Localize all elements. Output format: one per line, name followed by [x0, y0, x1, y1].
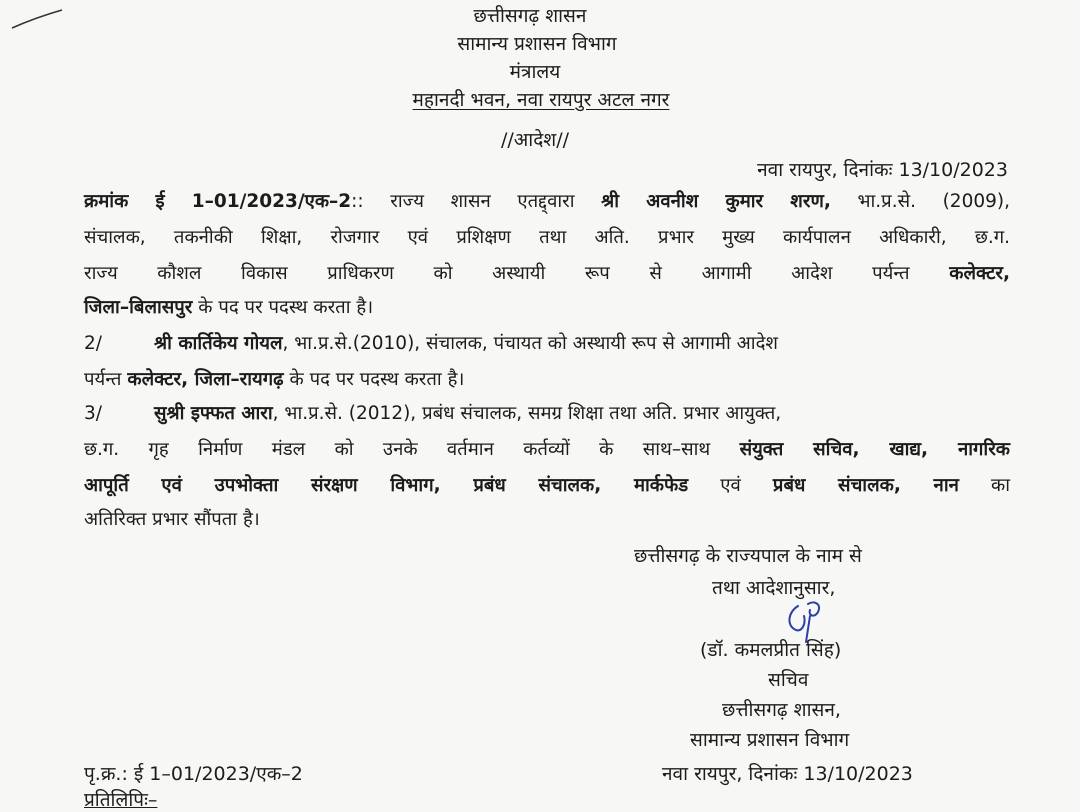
officer-name-1: श्री अवनीश कुमार शरण, [601, 191, 831, 212]
para2-line2: पर्यन्त कलेक्टर, जिला–रायगढ़ के पद पर पदस्थ करता है। [84, 369, 465, 390]
signatory-org2: सामान्य प्रशासन विभाग [690, 729, 850, 751]
para2-number: 2/ [84, 333, 103, 354]
order-date: नवा रायपुर, दिनांकः 13/10/2023 [757, 159, 1008, 181]
header-department: सामान्य प्रशासन विभाग [457, 33, 617, 55]
signatory-name: (डॉ. कमलप्रीत सिंह) [700, 639, 842, 661]
para2-line1: 2/ श्री कार्तिकेय गोयल, भा.प्र.से.(2010), संचालक, पंचायत को अस्थायी रूप से आगामी आदेश [84, 333, 778, 354]
footer-copy: प्रतिलिपिः– [84, 789, 158, 811]
para3-line3: आपूर्ति एवं उपभोक्ता संरक्षण विभाग, प्रबंध संचालक, मार्कफेड एवं प्रबंध संचालक, नान का [84, 475, 1010, 496]
para1-line2: संचालक, तकनीकी शिक्षा, रोजगार एवं प्रशिक्षण तथा अति. प्रभार मुख्य कार्यपालन अधिकारी, छ.ग. [84, 227, 1010, 248]
header-government: छत्तीसगढ़ शासन [473, 5, 587, 27]
signatory-designation: सचिव [768, 669, 809, 691]
officer-name-2: श्री कार्तिकेय गोयल [154, 333, 283, 354]
footer-date: नवा रायपुर, दिनांकः 13/10/2023 [662, 763, 913, 785]
signature-line1: छत्तीसगढ़ के राज्यपाल के नाम से [634, 545, 862, 567]
officer-name-3: सुश्री इफ्फत आरा [154, 403, 273, 424]
signatory-org1: छत्तीसगढ़ शासन, [722, 699, 841, 721]
footer-reference: पृ.क्र.: ई 1–01/2023/एक–2 [84, 763, 303, 785]
para1-line4: जिला–बिलासपुर के पद पर पदस्थ करता है। [84, 297, 374, 318]
header-address: महानदी भवन, नवा रायपुर अटल नगर [412, 89, 670, 111]
para1-line3: राज्य कौशल विकास प्राधिकरण को अस्थायी रूप से आगामी आदेश पर्यन्त कलेक्टर, [84, 263, 1010, 284]
header-ministry: मंत्रालय [509, 61, 561, 83]
order-heading: //आदेश// [500, 129, 570, 151]
para3-line4: अतिरिक्त प्रभार सौंपता है। [84, 509, 260, 530]
order-number: क्रमांक ई 1–01/2023/एक–2 [84, 191, 352, 212]
para3-line1: 3/ सुश्री इफ्फत आरा, भा.प्र.से. (2012), प्रबंध संचालक, समग्र शिक्षा तथा अति. प्रभार आयुक्त, [84, 403, 782, 424]
signature-line2: तथा आदेशानुसार, [712, 577, 836, 599]
para1-line1: क्रमांक ई 1–01/2023/एक–2:: राज्य शासन एतद्द्वारा श्री अवनीश कुमार शरण, भा.प्र.से. (2009), [84, 191, 1010, 212]
para3-number: 3/ [84, 403, 103, 424]
para3-line2: छ.ग. गृह निर्माण मंडल को उनके वर्तमान कर्तव्यों के साथ–साथ संयुक्त सचिव, खाद्य, नागरिक [84, 439, 1010, 460]
